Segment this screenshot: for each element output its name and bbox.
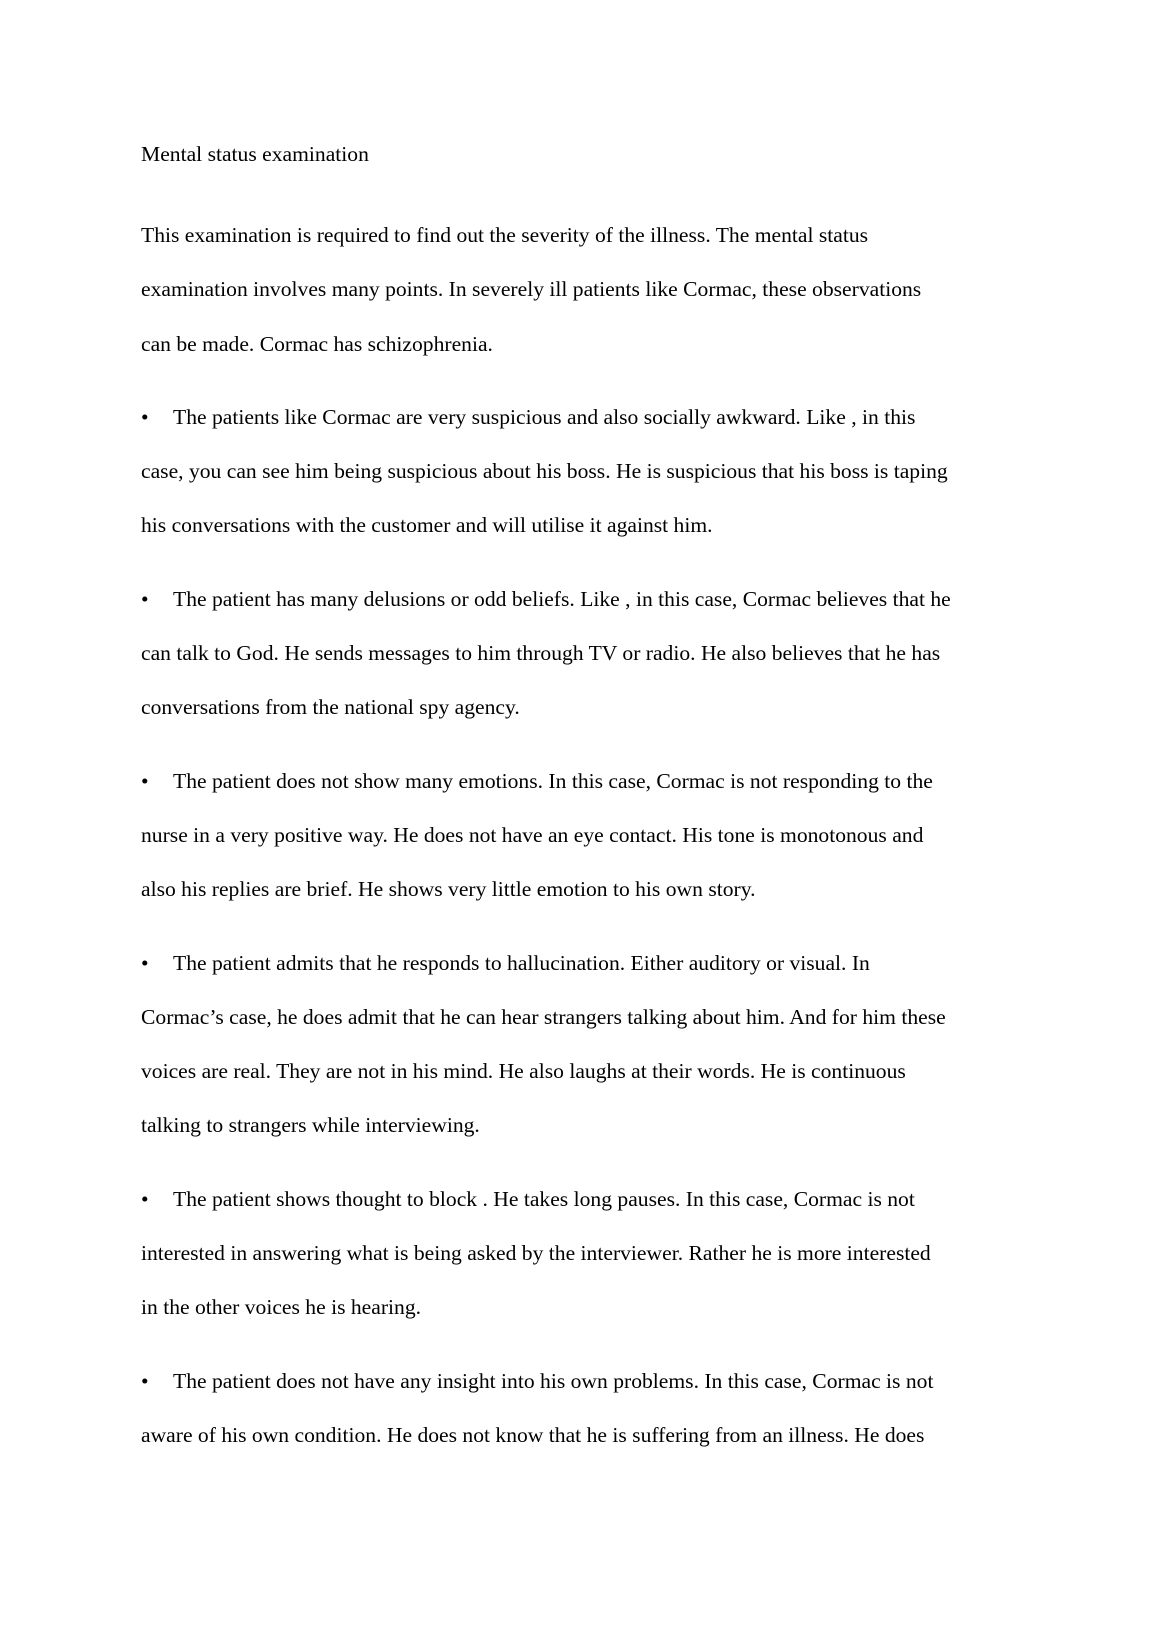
bullet-text: nurse in a very positive way. He does not have an eye contact. His tone is monotonous and <box>141 822 924 847</box>
intro-line: can be made. Cormac has schizophrenia. <box>141 331 493 356</box>
bullet-text: aware of his own condition. He does not know that he is suffering from an illness. He does <box>141 1422 925 1447</box>
bullet-item-delusions <box>141 572 1026 735</box>
bullet-item-thought-block <box>141 1172 1026 1335</box>
bullet-icon: • <box>141 586 149 611</box>
intro-line: examination involves many points. In severely ill patients like Cormac, these observations <box>141 277 922 302</box>
bullet-text: The patient admits that he responds to hallucination. Either auditory or visual. In <box>173 950 870 975</box>
document-title: Mental status examination <box>141 142 369 166</box>
bullet-text: Cormac’s case, he does admit that he can hear strangers talking about him. And for him these <box>141 1004 946 1029</box>
bullet-icon: • <box>141 768 149 793</box>
bullet-text: can talk to God. He sends messages to him through TV or radio. He also believes that he has <box>141 641 941 666</box>
bullet-text: also his replies are brief. He shows very little emotion to his own story. <box>141 877 756 902</box>
bullet-text: The patient shows thought to block . He takes long pauses. In this case, Cormac is not <box>173 1186 915 1211</box>
bullet-text: his conversations with the customer and will utilise it against him. <box>141 513 713 538</box>
bullet-icon: • <box>141 404 149 429</box>
document-body <box>141 134 1026 1481</box>
bullet-text: voices are real. They are not in his mind. He also laughs at their words. He is continuous <box>141 1059 906 1084</box>
intro-line: This examination is required to find out the severity of the illness. The mental status <box>141 223 869 247</box>
bullet-text: The patient does not have any insight into his own problems. In this case, Cormac is not <box>173 1368 934 1393</box>
bullet-text: conversations from the national spy agency. <box>141 695 520 720</box>
bullet-text: case, you can see him being suspicious about his boss. He is suspicious that his boss is taping <box>141 459 948 484</box>
intro-paragraph <box>141 208 1026 371</box>
bullet-text: The patients like Cormac are very suspicious and also socially awkward. Like , in this <box>173 404 916 429</box>
bullet-text: The patient does not show many emotions. In this case, Cormac is not responding to the <box>173 768 933 793</box>
bullet-text: talking to strangers while interviewing. <box>141 1113 480 1138</box>
bullet-item-insight <box>141 1354 1026 1463</box>
bullet-icon: • <box>141 950 149 975</box>
bullet-item-hallucination <box>141 936 1026 1153</box>
bullet-icon: • <box>141 1368 149 1393</box>
bullet-icon: • <box>141 1186 149 1211</box>
bullet-text: The patient has many delusions or odd beliefs. Like , in this case, Cormac believes that he <box>173 586 951 611</box>
bullet-text: in the other voices he is hearing. <box>141 1295 422 1320</box>
bullet-item-emotions <box>141 754 1026 917</box>
bullet-item-suspicious <box>141 390 1026 553</box>
bullet-text: interested in answering what is being asked by the interviewer. Rather he is more interested <box>141 1241 931 1266</box>
